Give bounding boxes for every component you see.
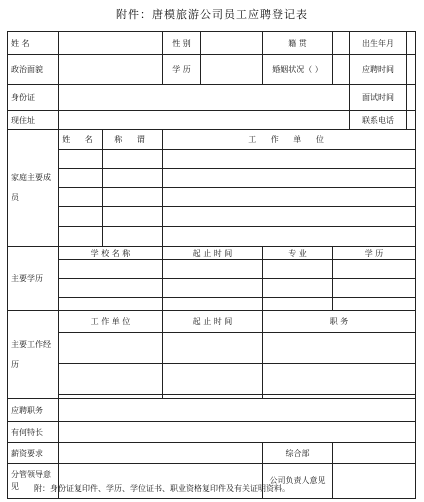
contact-phone-field[interactable] [407, 111, 416, 130]
education-field[interactable] [201, 55, 263, 85]
row-position-applied [8, 399, 416, 422]
work-header-row [8, 311, 416, 333]
marital-status-field[interactable] [333, 55, 350, 85]
work-col-period: 起 止 时 间 [163, 311, 263, 333]
study-major-cell[interactable] [263, 260, 333, 279]
gender-field[interactable] [201, 32, 263, 55]
application-form-table [7, 31, 416, 499]
family-employer-cell[interactable] [163, 227, 416, 247]
family-relation-cell[interactable] [103, 227, 163, 247]
application-time-label: 应聘时间 [350, 55, 407, 85]
family-employer-cell[interactable] [163, 188, 416, 207]
application-time-field[interactable] [407, 55, 416, 85]
family-row [8, 227, 416, 247]
study-major-cell[interactable] [263, 298, 333, 311]
family-employer-cell[interactable] [163, 207, 416, 227]
study-degree-cell[interactable] [333, 279, 416, 298]
interview-time-label: 面试时间 [350, 85, 407, 111]
study-row [8, 279, 416, 298]
work-position-cell[interactable] [263, 333, 416, 364]
name-field[interactable] [59, 32, 163, 55]
company-head-opinion-field[interactable] [333, 464, 416, 499]
study-header-row [8, 247, 416, 260]
department-field[interactable] [333, 443, 416, 464]
study-school-cell[interactable] [59, 260, 163, 279]
salary-expectation-label: 薪资要求 [8, 443, 59, 464]
family-relation-cell[interactable] [103, 207, 163, 227]
native-place-label: 籍 贯 [263, 32, 333, 55]
row-basic-2 [8, 55, 416, 85]
row-salary [8, 443, 416, 464]
address-label: 现住址 [8, 111, 59, 130]
political-status-label: 政治面貌 [8, 55, 59, 85]
birth-date-field[interactable] [407, 32, 416, 55]
family-col-name: 姓 名 [59, 130, 103, 150]
native-place-field[interactable] [333, 32, 350, 55]
family-relation-cell[interactable] [103, 188, 163, 207]
political-status-field[interactable] [59, 55, 163, 85]
family-row [8, 188, 416, 207]
marital-status-label: 婚姻状况（ ） [263, 55, 333, 85]
family-row [8, 207, 416, 227]
work-row [8, 364, 416, 395]
position-applied-label: 应聘职务 [8, 399, 59, 422]
footer-note: 附：身份证复印件、学历、学位证书、职业资格复印件及有关证明资料。 [34, 484, 290, 493]
name-label: 姓 名 [8, 32, 59, 55]
study-col-major: 专 业 [263, 247, 333, 260]
id-card-label: 身份证 [8, 85, 59, 111]
study-major-cell[interactable] [263, 279, 333, 298]
family-employer-cell[interactable] [163, 169, 416, 188]
study-row [8, 298, 416, 311]
contact-phone-label: 联系电话 [350, 111, 407, 130]
work-col-employer: 工 作 单 位 [59, 311, 163, 333]
family-row [8, 169, 416, 188]
salary-expectation-field[interactable] [59, 443, 263, 464]
work-row [8, 333, 416, 364]
education-label: 学 历 [163, 55, 201, 85]
study-school-cell[interactable] [59, 298, 163, 311]
id-card-field[interactable] [59, 85, 350, 111]
study-school-cell[interactable] [59, 279, 163, 298]
family-relation-cell[interactable] [103, 169, 163, 188]
row-basic-1 [8, 32, 416, 55]
family-name-cell[interactable] [59, 207, 103, 227]
address-field[interactable] [59, 111, 350, 130]
family-members-label: 家庭主要成员 [8, 130, 59, 247]
study-degree-cell[interactable] [333, 260, 416, 279]
form-title: 附件：唐模旅游公司员工应聘登记表 [116, 8, 308, 21]
study-period-cell[interactable] [163, 298, 263, 311]
work-col-position: 职 务 [263, 311, 416, 333]
study-period-cell[interactable] [163, 279, 263, 298]
work-period-cell[interactable] [163, 333, 263, 364]
supervisor-opinion-label: 分管领导意见 [8, 464, 59, 499]
gender-label: 性 别 [163, 32, 201, 55]
family-relation-cell[interactable] [103, 150, 163, 169]
position-applied-field[interactable] [59, 399, 416, 422]
family-name-cell[interactable] [59, 188, 103, 207]
study-col-period: 起 止 时 间 [163, 247, 263, 260]
work-position-cell[interactable] [263, 364, 416, 395]
work-history-label: 主要工作经历 [8, 311, 59, 399]
interview-time-field[interactable] [407, 85, 416, 111]
study-period-cell[interactable] [163, 260, 263, 279]
family-col-relation: 称 谓 [103, 130, 163, 150]
family-row [8, 150, 416, 169]
work-employer-cell[interactable] [59, 333, 163, 364]
study-row [8, 260, 416, 279]
study-col-school: 学 校 名 称 [59, 247, 163, 260]
family-header-row [8, 130, 416, 150]
company-head-opinion-label: 公司负责人意见 [263, 464, 333, 499]
family-name-cell[interactable] [59, 150, 103, 169]
study-history-label: 主要学历 [8, 247, 59, 311]
study-col-degree: 学 历 [333, 247, 416, 260]
family-name-cell[interactable] [59, 169, 103, 188]
family-employer-cell[interactable] [163, 150, 416, 169]
specialty-field[interactable] [59, 422, 416, 443]
row-address [8, 111, 416, 130]
family-name-cell[interactable] [59, 227, 103, 247]
family-col-employer: 工 作 单 位 [163, 130, 416, 150]
row-id-card [8, 85, 416, 111]
work-period-cell[interactable] [163, 364, 263, 395]
birth-date-label: 出生年月 [350, 32, 407, 55]
department-label: 综合部 [263, 443, 333, 464]
specialty-label: 有何特长 [8, 422, 59, 443]
work-employer-cell[interactable] [59, 364, 163, 395]
row-specialty [8, 422, 416, 443]
study-degree-cell[interactable] [333, 298, 416, 311]
